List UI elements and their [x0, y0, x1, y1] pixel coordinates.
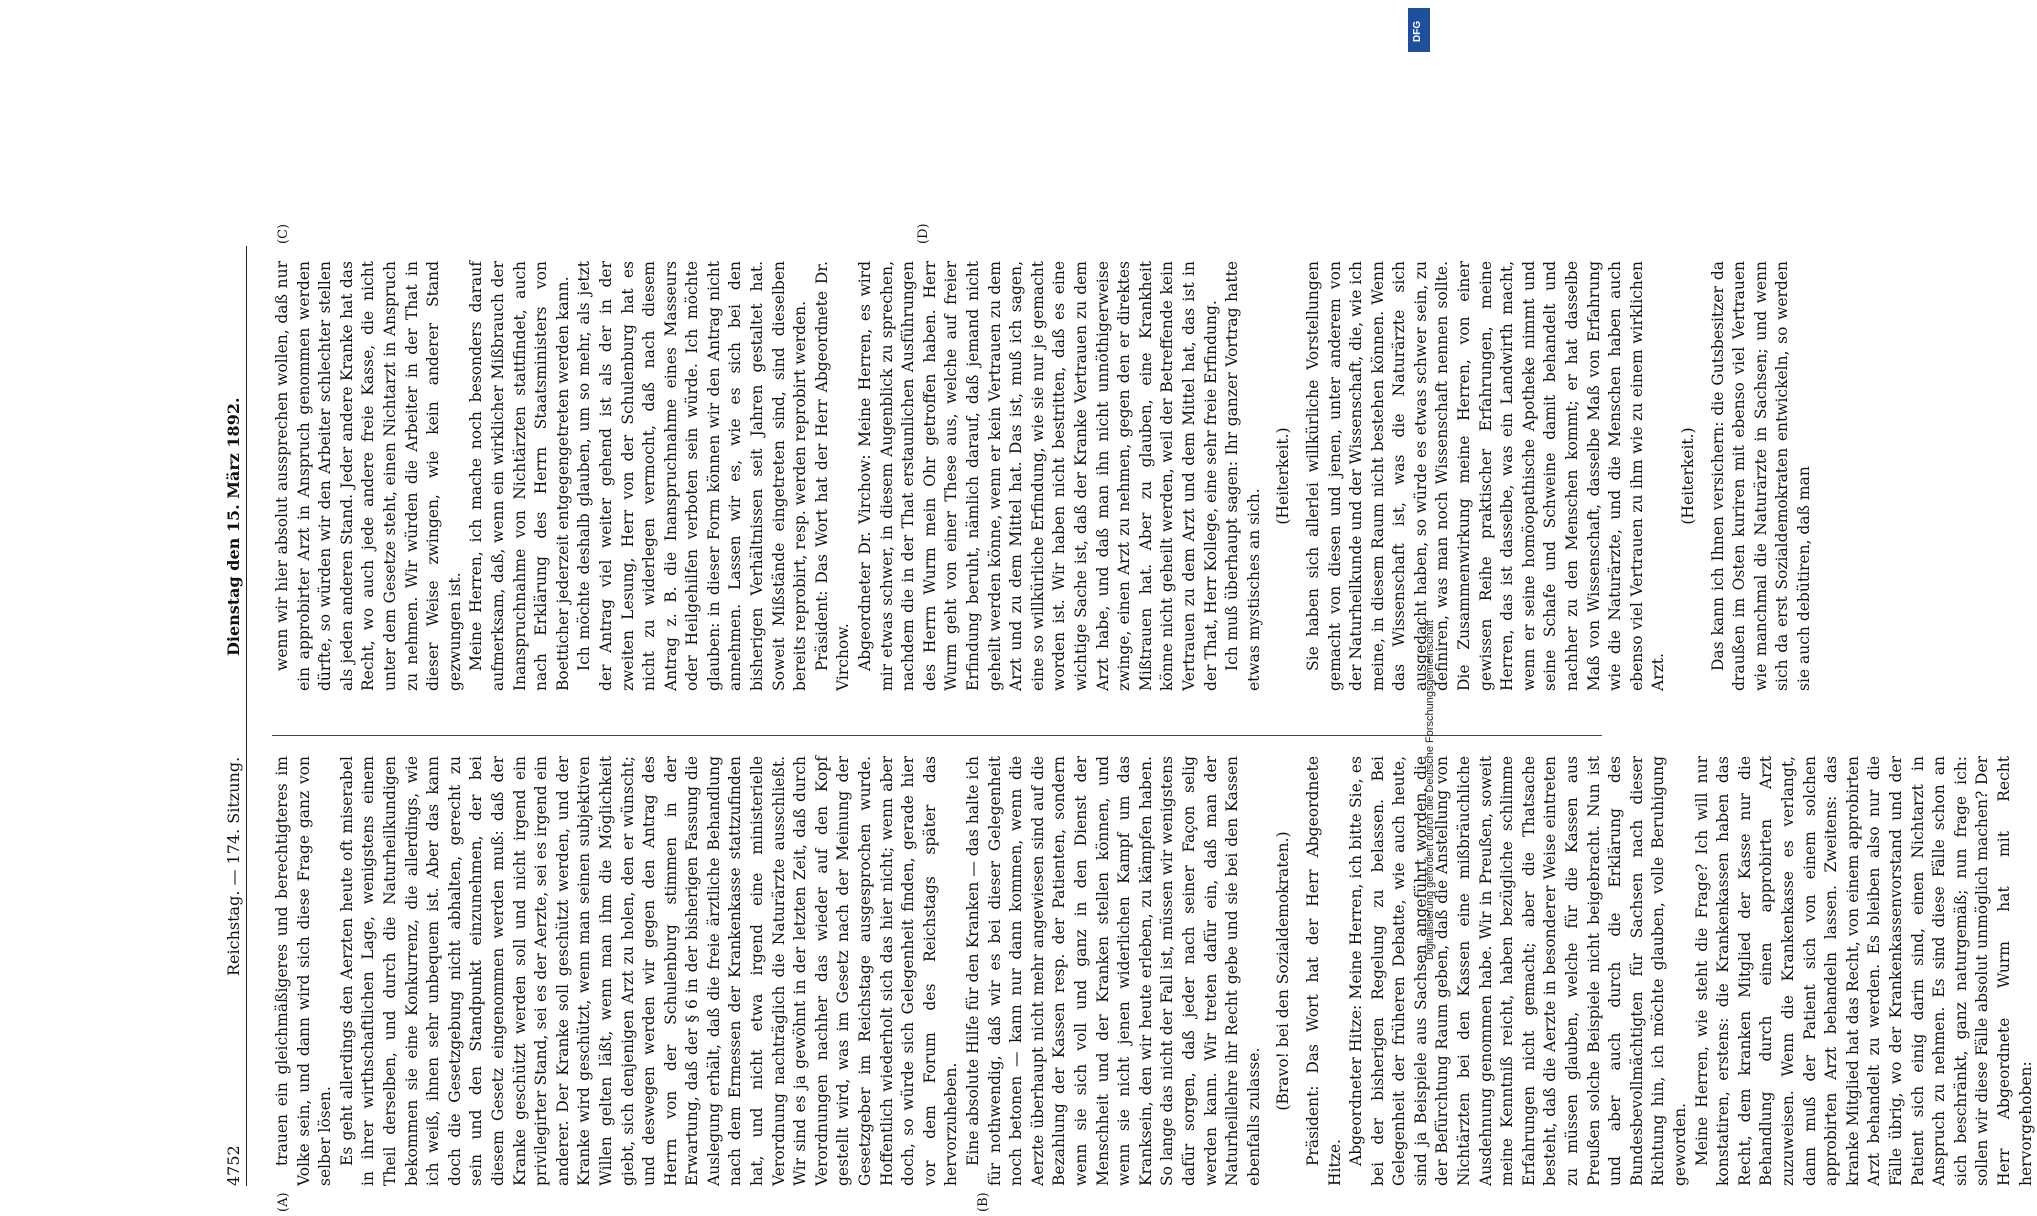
- right-column: [272, 261, 1816, 691]
- paragraph: Abgeordneter Dr. Virchow: Meine Herren, es wird mir etwas schwer, in diesem Augenblick zu sprechen, nachdem die in der That erstaunlichen Ausführungen des Herrn Wurm mein Ohr getroffen haben. Herr Wurm geht von einer These aus, welche auf freier Erfindung beruht, nämlich darauf, daß jemand nicht geheilt werden könne, wenn er kein Vertrauen zu dem Arzt und zu dem Mittel hat. Das ist, muß ich sagen, eine so willkürliche Erfindung, wie sie nur je gemacht worden ist. Wir haben nicht bestritten, daß es eine wichtige Sache ist, daß der Kranke Vertrauen zu dem Arzt habe, und daß man ihn nicht unnöthigerweise zwinge, einen Arzt zu nehmen, gegen den er direktes Mißtrauen hat. Aber zu glauben, eine Krankheit könne nicht geheilt werden, weil der Betreffende kein Vertrauen zu dem Arzt und dem Mittel hat, das ist in der That, Herr Kollege, eine sehr freie Erfindung.: [856, 261, 1220, 691]
- president-call: Präsident: Das Wort hat der Herr Abgeordnete Hitze.: [1303, 756, 1344, 1186]
- paragraph: Eine absolute Hilfe für den Kranken — das halte ich für nothwendig, daß wir es bei dieser Gelegenheit noch betonen — kann nur dann kommen, wenn die Aerzte überhaupt nicht mehr angewiesen sind auf die Bezahlung der Kassen resp. der Patienten, sondern wenn sie sich voll und ganz in den Dienst der Menschheit und der Kranken stellen können, und wenn sie nicht jenen widerlichen Kampf um das Kranksein, den wir heute erleben, zu kämpfen haben. So lange das nicht der Fall ist, müssen wir wenigstens dafür sorgen, daß jeder nach seiner Façon selig werden kann. Wir treten dafür ein, daß man der Naturheillehre ihr Recht gebe und sie bei den Kassen ebenfalls zulasse.: [964, 756, 1263, 1186]
- session-title: Reichstag. — 174. Sitzung.: [224, 756, 243, 976]
- paragraph: Das kann ich Ihnen versichern: die Gutsbesitzer da draußen im Osten kuriren mit ebenso viel Vertrauen wie manchmal die Naturärzte in Sachsen; und wenn sich da erst Sozialdemokraten entwickeln, so werden sie auch debütiren, daß man: [1708, 261, 1813, 691]
- president-call: Präsident: Das Wort hat der Herr Abgeordnete Dr. Virchow.: [812, 261, 853, 691]
- dfg-logo: [1408, 8, 1430, 52]
- applause-note: (Bravo! bei den Sozialdemokraten.): [1274, 831, 1293, 1111]
- credit-text: Digitalisierung gefördert durch die Deutsche Forschungsgemeinschaft: [1424, 620, 1436, 960]
- margin-mark-d: (D): [916, 223, 931, 244]
- paragraph: Meine Herren, ich mache noch besonders darauf aufmerksam, daß, wenn ein wirklicher Mißbrauch der Inanspruchnahme von Nichtärzten stattfindet, auch nach Erklärung des Herrn Staatsministers von Boetticher jederzeit entgegengetreten werden kann.: [467, 261, 572, 691]
- page-number: 4752: [224, 1145, 243, 1186]
- session-date: Dienstag den 15. März 1892.: [224, 397, 243, 656]
- paragraph: trauen ein gleichmäßigeres und berechtigteres im Volke sein, und dann wird sich diese Frage ganz von selber lösen.: [273, 756, 335, 1186]
- paragraph: Es geht allerdings den Aerzten heute oft miserabel in ihrer wirthschaftlichen Lage, wenigstens einem Theil derselben, und durch die Naturheilkundigen bekommen sie eine Konkurrenz, die allerdings, wie ich weiß, ihnen sehr unbequem ist. Aber das kann doch die Gesetzgebung nicht abhalten, gerecht zu sein und den Standpunkt einzunehmen, der bei diesem Gesetz eingenommen werden muß: daß der Kranke geschützt werden soll und nicht irgend ein privilegirter Stand, sei es der Aerzte, sei es irgend ein anderer. Der Kranke soll geschützt werden, und der Kranke wird geschützt, wenn man seinen subjektiven Willen gelten läßt, wenn man ihm die Möglichkeit giebt, sich denjenigen Arzt zu holen, den er wünscht; und deswegen werden wir gegen den Antrag des Herrn von der Schulenburg stimmen in der Erwartung, daß der § 6 in der bisherigen Fassung die Auslegung erhält, daß die freie ärztliche Behandlung nach dem Ermessen der Krankenkasse stattzufinden hat, und nicht etwa irgend eine ministerielle Verordnung nachträglich die Naturärzte ausschließt. Wir sind es ja gewöhnt in der letzten Zeit, daß durch Verordnungen nachher das wieder auf den Kopf gestellt wird, was im Gesetz nach der Meinung der Gesetzgeber im Reichstage ausgesprochen wurde. Hoffentlich wiederholt sich das hier nicht; wenn aber doch, so würde sich Gelegenheit finden, gerade hier vor dem Forum des Reichstags später das hervorzuheben.: [337, 756, 961, 1186]
- laughter-note: (Heiterkeit.): [1679, 427, 1697, 525]
- laughter-note: (Heiterkeit.): [1274, 427, 1293, 525]
- margin-mark-c: (C): [276, 223, 291, 244]
- paragraph: Meine Herren, wie steht die Frage? Ich will nur konstatiren, erstens: die Krankenkassen haben das Recht, dem kranken Mitglied der Kasse nur die Behandlung durch einen approbirten Arzt zuzuweisen. Wenn die Krankenkasse es verlangt, dann muß der Patient sich von einem solchen approbirten Arzt behandeln lassen. Zweitens: das kranke Mitglied hat das Recht, von einem approbirten Arzt behandelt zu werden. Es bleiben also nur die Fälle übrig, wo der Krankenkassenvorstand und der Patient sich einig darin sind, einen Nichtarzt in Anspruch zu nehmen. Es sind diese Fälle schon an sich beschränkt, ganz naturgemäß; nun frage ich: sollen wir diese Fälle absolut unmöglich machen? Der Herr Abgeordnete Wurm hat mit Recht hervorgehoben:: [1692, 756, 2035, 1186]
- margin-mark-a: (A): [276, 1192, 291, 1212]
- column-divider: [272, 735, 1602, 736]
- digitization-credit: [1408, 60, 1436, 980]
- dfg-logo-text: DFG: [1412, 20, 1423, 42]
- left-column: [272, 756, 2037, 1186]
- paragraph: wenn wir hier absolut aussprechen wollen, daß nur ein approbirter Arzt in Anspruch genommen werden dürfte, so würden wir den Arbeiter schlechter stellen als jeden anderen Stand. Jeder andere Kranke hat das Recht, wo auch jede andere freie Kasse, die nicht unter dem Gesetze steht, einen Nichtarzt in Anspruch zu nehmen. Wir würden die Arbeiter in der That in dieser Weise zwingen, wie kein anderer Stand gezwungen ist.: [273, 261, 464, 691]
- header-rule: [246, 246, 247, 1186]
- paragraph: Abgeordneter Hitze: Meine Herren, ich bitte Sie, es bei der bisherigen Regelung zu belassen. Bei Gelegenheit der früheren Debatte, wie auch heute, sind ja Beispiele aus Sachsen angeführt worden, die der Befürchtung Raum geben, daß die Anstellung von Nichtärzten bei den Kassen eine mißbräuchliche Ausdehnung genommen habe. Wir in Preußen, soweit meine Kenntniß reicht, haben bezügliche schlimme Erfahrungen nicht gemacht; aber die Thatsache besteht, daß die Aerzte in besonderer Weise eintreten zu müssen glauben, welche für die Kassen aus Preußen solche Beispiele nicht beigebracht. Nun ist und aber auch durch die Erklärung des Bundesbevollmächtigten für Sachsen nach dieser Richtung hin, ich möchte glauben, volle Beruhigung geworden.: [1347, 756, 1689, 1186]
- paragraph: Ich muß überhaupt sagen: Ihr ganzer Vortrag hatte etwas mystisches an sich.: [1223, 261, 1263, 691]
- margin-mark-b: (B): [976, 1192, 991, 1212]
- paragraph: Ich möchte deshalb glauben, um so mehr, als jetzt der Antrag viel weiter gehend ist als der in der zweiten Lesung, Herr von der Schulenburg hat es nicht zu widerlegen vermocht, daß nach diesem Antrag z. B. die Inanspruchnahme eines Masseurs oder Heilgehilfen verboten sein würde. Ich möchte glauben: in dieser Form können wir den Antrag nicht annehmen. Lassen wir es, wie es sich bei den bisherigen Verhältnissen seit Jahren gestaltet hat. Soweit Mißstände eingetreten sind, sind dieselben bereits reprobirt, resp. werden reprobirt werden.: [575, 261, 810, 691]
- paragraph: Sie haben sich allerlei willkürliche Vorstellungen gemacht von diesen und jenen, unter anderem von der Naturheilkunde und der Wissenschaft, die, wie ich meine, in diesem Raum nicht bestehen können. Wenn das Wissenschaft ist, was die Naturärzte sich ausgedacht haben, so würde es etwas schwer sein, zu definiren, was man noch Wissenschaft nennen sollte. Die Zusammenwirkung meine Herren, von einer gewissen Reihe praktischer Erfahrungen, meine Herren, das ist dasselbe, was ein Landwirth macht, wenn er seine homöopathische Apotheke nimmt und seine Schafe und Schweine damit behandelt und nachher zu den Menschen kommt; er hat dasselbe Maß von Wissenschaft, dasselbe Maß von Erfahrung wie die Naturärzte, und die Menschen haben auch ebenso viel Vertrauen zu ihm wie zu einem wirklichen Arzt.: [1303, 261, 1668, 691]
- page-header: [216, 216, 256, 1216]
